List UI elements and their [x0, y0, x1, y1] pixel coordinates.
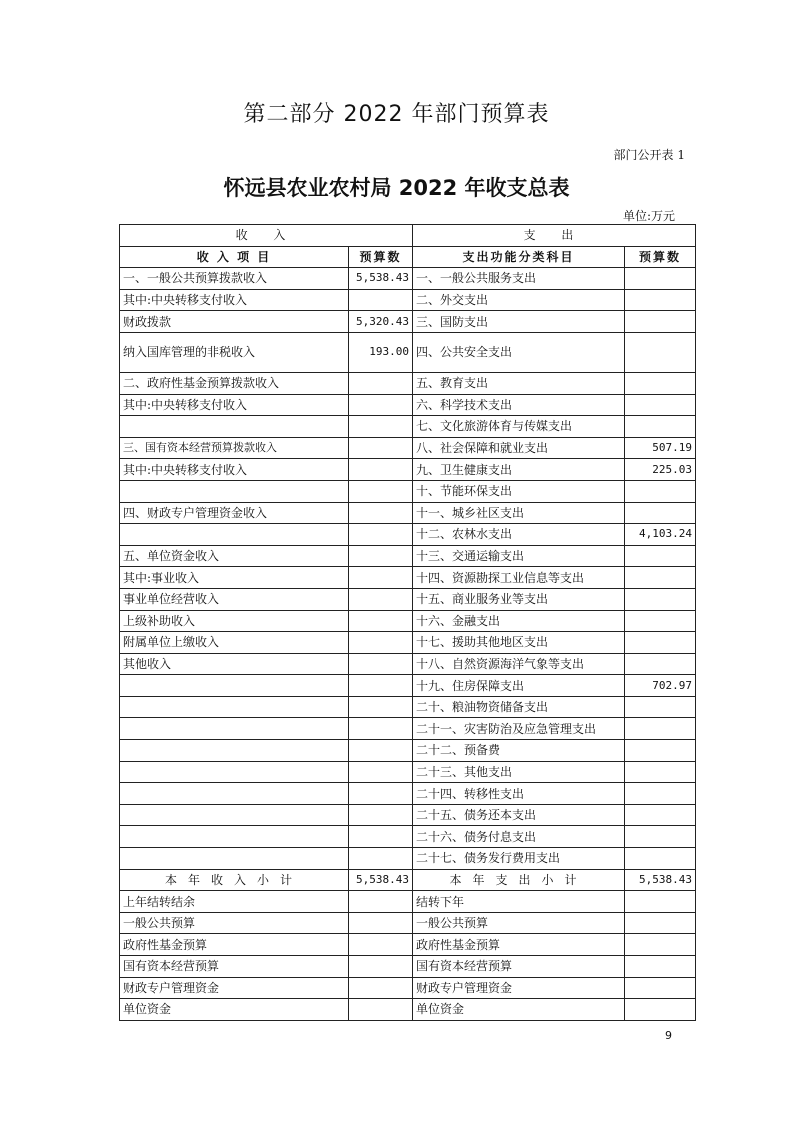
table-row — [120, 545, 696, 567]
expense-item: 八、社会保障和就业支出 — [413, 437, 625, 459]
expense-subtotal-value: 5,538.43 — [625, 869, 696, 891]
table-row — [120, 934, 696, 956]
expense-value — [625, 934, 696, 956]
expense-item: 十四、资源勘探工业信息等支出 — [413, 567, 625, 589]
income-value — [349, 934, 413, 956]
income-value — [349, 826, 413, 848]
income-value — [349, 416, 413, 438]
table-row — [120, 524, 696, 546]
table-row — [120, 675, 696, 697]
income-value — [349, 848, 413, 870]
expense-item: 十一、城乡社区支出 — [413, 502, 625, 524]
table-row — [120, 610, 696, 632]
expense-value — [625, 610, 696, 632]
income-item: 一、一般公共预算拨款收入 — [120, 268, 349, 290]
income-item: 其他收入 — [120, 653, 349, 675]
page-number: 9 — [665, 1029, 672, 1042]
expense-value — [625, 289, 696, 311]
income-value — [349, 740, 413, 762]
income-value: 5,320.43 — [349, 311, 413, 333]
expense-item: 九、卫生健康支出 — [413, 459, 625, 481]
income-value — [349, 696, 413, 718]
income-subtotal-label: 本年收入小计 — [120, 869, 349, 891]
expense-value — [625, 394, 696, 416]
expense-item: 二十三、其他支出 — [413, 761, 625, 783]
table-row — [120, 761, 696, 783]
income-value — [349, 567, 413, 589]
table-header-row — [120, 225, 696, 247]
table-row — [120, 956, 696, 978]
income-value — [349, 977, 413, 999]
expense-value — [625, 804, 696, 826]
income-value — [349, 588, 413, 610]
subtotal-row — [120, 869, 696, 891]
expense-value — [625, 653, 696, 675]
income-value: 193.00 — [349, 332, 413, 372]
expense-value: 225.03 — [625, 459, 696, 481]
income-item — [120, 761, 349, 783]
income-value — [349, 524, 413, 546]
income-value — [349, 912, 413, 934]
income-item: 纳入国库管理的非税收入 — [120, 332, 349, 372]
income-item — [120, 740, 349, 762]
income-value — [349, 999, 413, 1021]
expense-item: 十三、交通运输支出 — [413, 545, 625, 567]
income-item — [120, 783, 349, 805]
expense-item: 国有资本经营预算 — [413, 956, 625, 978]
table-row — [120, 502, 696, 524]
table-row — [120, 632, 696, 654]
table-subheader-row — [120, 246, 696, 268]
expense-item: 六、科学技术支出 — [413, 394, 625, 416]
income-item — [120, 524, 349, 546]
table-row — [120, 696, 696, 718]
table-row — [120, 289, 696, 311]
table-row — [120, 891, 696, 913]
income-value — [349, 502, 413, 524]
income-item — [120, 675, 349, 697]
expense-item: 十九、住房保障支出 — [413, 675, 625, 697]
income-item — [120, 696, 349, 718]
income-value — [349, 891, 413, 913]
income-item: 单位资金 — [120, 999, 349, 1021]
table-row — [120, 826, 696, 848]
income-item: 二、政府性基金预算拨款收入 — [120, 372, 349, 394]
income-item: 事业单位经营收入 — [120, 588, 349, 610]
expense-item: 十五、商业服务业等支出 — [413, 588, 625, 610]
income-item: 国有资本经营预算 — [120, 956, 349, 978]
income-item — [120, 416, 349, 438]
table-title: 怀远县农业农村局 2022 年收支总表 — [223, 176, 570, 200]
part-title: 第二部分 2022 年部门预算表 — [243, 102, 550, 127]
income-item: 上级补助收入 — [120, 610, 349, 632]
income-value — [349, 480, 413, 502]
table-row — [120, 804, 696, 826]
expense-value — [625, 977, 696, 999]
unit-label: 单位:万元 — [622, 209, 675, 223]
income-value — [349, 675, 413, 697]
expense-value — [625, 783, 696, 805]
table-row — [120, 567, 696, 589]
table-row — [120, 372, 696, 394]
expense-item: 三、国防支出 — [413, 311, 625, 333]
income-value — [349, 289, 413, 311]
table-row — [120, 268, 696, 290]
expense-value — [625, 632, 696, 654]
expense-value: 4,103.24 — [625, 524, 696, 546]
expense-value — [625, 268, 696, 290]
expense-value — [625, 761, 696, 783]
table-row — [120, 588, 696, 610]
income-item: 四、财政专户管理资金收入 — [120, 502, 349, 524]
expense-value — [625, 999, 696, 1021]
expense-item: 十二、农林水支出 — [413, 524, 625, 546]
expense-value — [625, 848, 696, 870]
table-row — [120, 912, 696, 934]
income-value — [349, 632, 413, 654]
income-value — [349, 437, 413, 459]
expense-budget-header: 预算数 — [625, 246, 696, 268]
expense-value — [625, 891, 696, 913]
income-item — [120, 718, 349, 740]
expense-item: 七、文化旅游体育与传媒支出 — [413, 416, 625, 438]
expense-value — [625, 502, 696, 524]
income-value — [349, 610, 413, 632]
table-number: 部门公开表 1 — [613, 148, 685, 162]
income-header: 收 入 — [120, 225, 413, 247]
expense-item: 十七、援助其他地区支出 — [413, 632, 625, 654]
table-row — [120, 437, 696, 459]
expense-value — [625, 372, 696, 394]
income-budget-header: 预算数 — [349, 246, 413, 268]
income-item: 其中:中央转移支付收入 — [120, 459, 349, 481]
table-row — [120, 653, 696, 675]
income-value — [349, 783, 413, 805]
expense-item: 五、教育支出 — [413, 372, 625, 394]
expense-item: 二十一、灾害防治及应急管理支出 — [413, 718, 625, 740]
expense-value: 702.97 — [625, 675, 696, 697]
expense-item: 单位资金 — [413, 999, 625, 1021]
income-value — [349, 718, 413, 740]
expense-item: 一般公共预算 — [413, 912, 625, 934]
expense-value — [625, 567, 696, 589]
table-row — [120, 848, 696, 870]
table-row — [120, 332, 696, 372]
expense-item: 四、公共安全支出 — [413, 332, 625, 372]
income-subtotal-value: 5,538.43 — [349, 869, 413, 891]
income-value: 5,538.43 — [349, 268, 413, 290]
table-row — [120, 740, 696, 762]
income-item: 五、单位资金收入 — [120, 545, 349, 567]
income-item: 政府性基金预算 — [120, 934, 349, 956]
income-item: 附属单位上缴收入 — [120, 632, 349, 654]
expense-value: 507.19 — [625, 437, 696, 459]
table-row — [120, 718, 696, 740]
table-row — [120, 999, 696, 1021]
income-value — [349, 804, 413, 826]
income-item: 财政拨款 — [120, 311, 349, 333]
expense-item-header: 支出功能分类科目 — [413, 246, 625, 268]
expense-item: 二十七、债务发行费用支出 — [413, 848, 625, 870]
income-item — [120, 826, 349, 848]
table-row — [120, 394, 696, 416]
table-row — [120, 480, 696, 502]
expense-value — [625, 311, 696, 333]
table-row — [120, 311, 696, 333]
income-item — [120, 804, 349, 826]
expense-value — [625, 545, 696, 567]
income-value — [349, 545, 413, 567]
expense-value — [625, 718, 696, 740]
expense-value — [625, 956, 696, 978]
expense-item: 二十二、预备费 — [413, 740, 625, 762]
expense-item: 财政专户管理资金 — [413, 977, 625, 999]
income-value — [349, 372, 413, 394]
expense-value — [625, 480, 696, 502]
expense-item: 二十六、债务付息支出 — [413, 826, 625, 848]
table-row — [120, 783, 696, 805]
expense-value — [625, 826, 696, 848]
income-value — [349, 761, 413, 783]
expense-item: 政府性基金预算 — [413, 934, 625, 956]
expense-item: 一、一般公共服务支出 — [413, 268, 625, 290]
expense-value — [625, 912, 696, 934]
expense-item: 二十四、转移性支出 — [413, 783, 625, 805]
expense-item: 十、节能环保支出 — [413, 480, 625, 502]
expense-value — [625, 696, 696, 718]
expense-item: 十六、金融支出 — [413, 610, 625, 632]
income-item: 财政专户管理资金 — [120, 977, 349, 999]
expense-item: 二、外交支出 — [413, 289, 625, 311]
income-value — [349, 956, 413, 978]
table-row — [120, 977, 696, 999]
expense-header: 支 出 — [413, 225, 696, 247]
expense-subtotal-label: 本年支出小计 — [413, 869, 625, 891]
income-value — [349, 394, 413, 416]
income-item: 其中:事业收入 — [120, 567, 349, 589]
income-item — [120, 480, 349, 502]
expense-value — [625, 416, 696, 438]
income-item: 其中:中央转移支付收入 — [120, 394, 349, 416]
income-item: 三、国有资本经营预算拨款收入 — [120, 437, 349, 459]
income-item: 上年结转结余 — [120, 891, 349, 913]
income-item — [120, 848, 349, 870]
income-item: 其中:中央转移支付收入 — [120, 289, 349, 311]
expense-item: 二十五、债务还本支出 — [413, 804, 625, 826]
expense-value — [625, 332, 696, 372]
expense-value — [625, 740, 696, 762]
expense-item: 二十、粮油物资储备支出 — [413, 696, 625, 718]
expense-item: 十八、自然资源海洋气象等支出 — [413, 653, 625, 675]
income-item-header: 收 入 项 目 — [120, 246, 349, 268]
income-item: 一般公共预算 — [120, 912, 349, 934]
income-value — [349, 459, 413, 481]
budget-summary-table — [119, 224, 696, 1021]
expense-item: 结转下年 — [413, 891, 625, 913]
income-value — [349, 653, 413, 675]
table-row — [120, 416, 696, 438]
expense-value — [625, 588, 696, 610]
table-row — [120, 459, 696, 481]
